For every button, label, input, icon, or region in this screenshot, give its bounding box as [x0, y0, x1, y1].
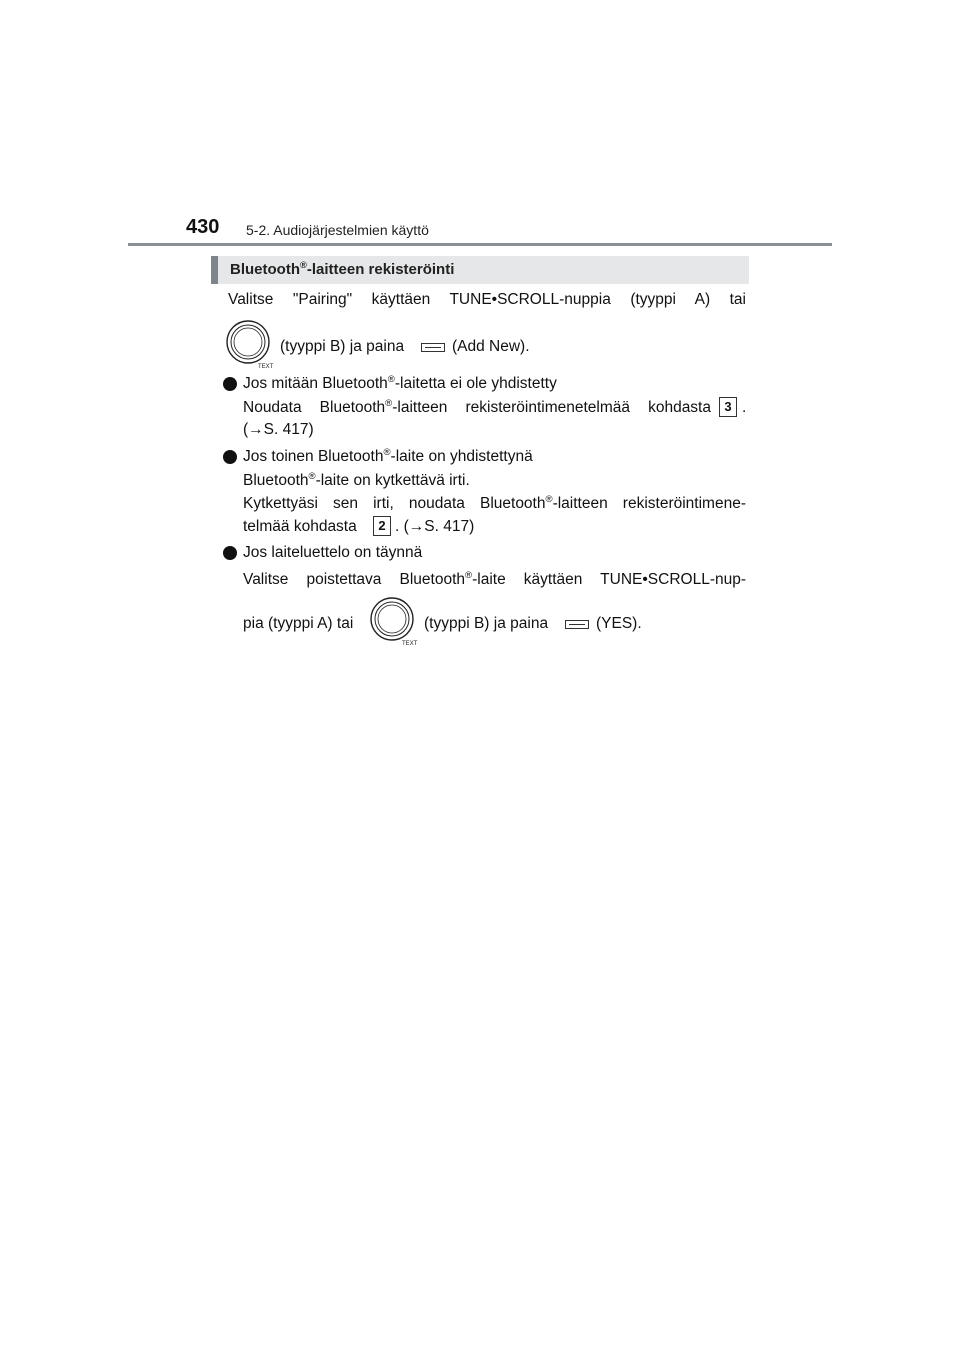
step-box-2: 2: [373, 516, 391, 536]
item-2-line-3: Kytkettyäsi sen irti, noudata Bluetooth®-laitteen rekisteröintimene-: [243, 493, 746, 512]
item-3-line-2: Valitse poistettava Bluetooth®-laite käyttäen TUNE•SCROLL-nup-: [243, 569, 746, 588]
bullet-icon: [223, 377, 237, 391]
function-key-icon: [565, 620, 589, 629]
bullet-icon: [223, 546, 237, 560]
chapter-title: 5-2. Audiojärjestelmien käyttö: [246, 222, 429, 238]
svg-text:TEXT: TEXT: [258, 364, 274, 370]
tune-knob-icon: [368, 595, 420, 647]
item-2-heading: Jos toinen Bluetooth®-laite on yhdistettynä: [243, 446, 533, 465]
item-2-line-2: Bluetooth®-laite on kytkettävä irti.: [243, 470, 470, 489]
item-2-line-4-end: . (→S. 417): [395, 518, 475, 535]
page-number: 430: [186, 216, 220, 238]
item-3-line-3-mid: (tyyppi B) ja paina: [424, 615, 549, 632]
section-title: Bluetooth®-laitteen rekisteröinti: [230, 260, 455, 278]
intro-line-1: Valitse "Pairing" käyttäen TUNE•SCROLL-nuppia (tyyppi A) tai: [228, 291, 746, 308]
item-1-line-2: Noudata Bluetooth®-laitteen rekisteröintimenetelmää kohdasta: [243, 397, 711, 416]
bullet-icon: [223, 450, 237, 464]
section-heading-bar: [211, 256, 749, 284]
item-3-heading: Jos laiteluettelo on täynnä: [243, 544, 423, 561]
item-3-line-3-end: (YES).: [596, 615, 642, 632]
item-2-line-4: telmää kohdasta: [243, 518, 357, 535]
item-3-line-3-start: pia (tyyppi A) tai: [243, 615, 354, 632]
step-box-3: 3: [719, 397, 737, 417]
item-1-heading: Jos mitään Bluetooth®-laitetta ei ole yhdistetty: [243, 373, 557, 392]
intro-line-2-mid: (tyyppi B) ja paina: [280, 338, 405, 355]
function-key-icon: [421, 343, 445, 352]
item-1-page-ref: (→S. 417): [243, 421, 314, 438]
item-1-line-2-end: .: [742, 399, 747, 416]
header-rule: [128, 243, 832, 246]
intro-line-2-end: (Add New).: [452, 338, 530, 355]
svg-text:TEXT: TEXT: [402, 641, 418, 647]
tune-knob-icon: [224, 318, 276, 370]
